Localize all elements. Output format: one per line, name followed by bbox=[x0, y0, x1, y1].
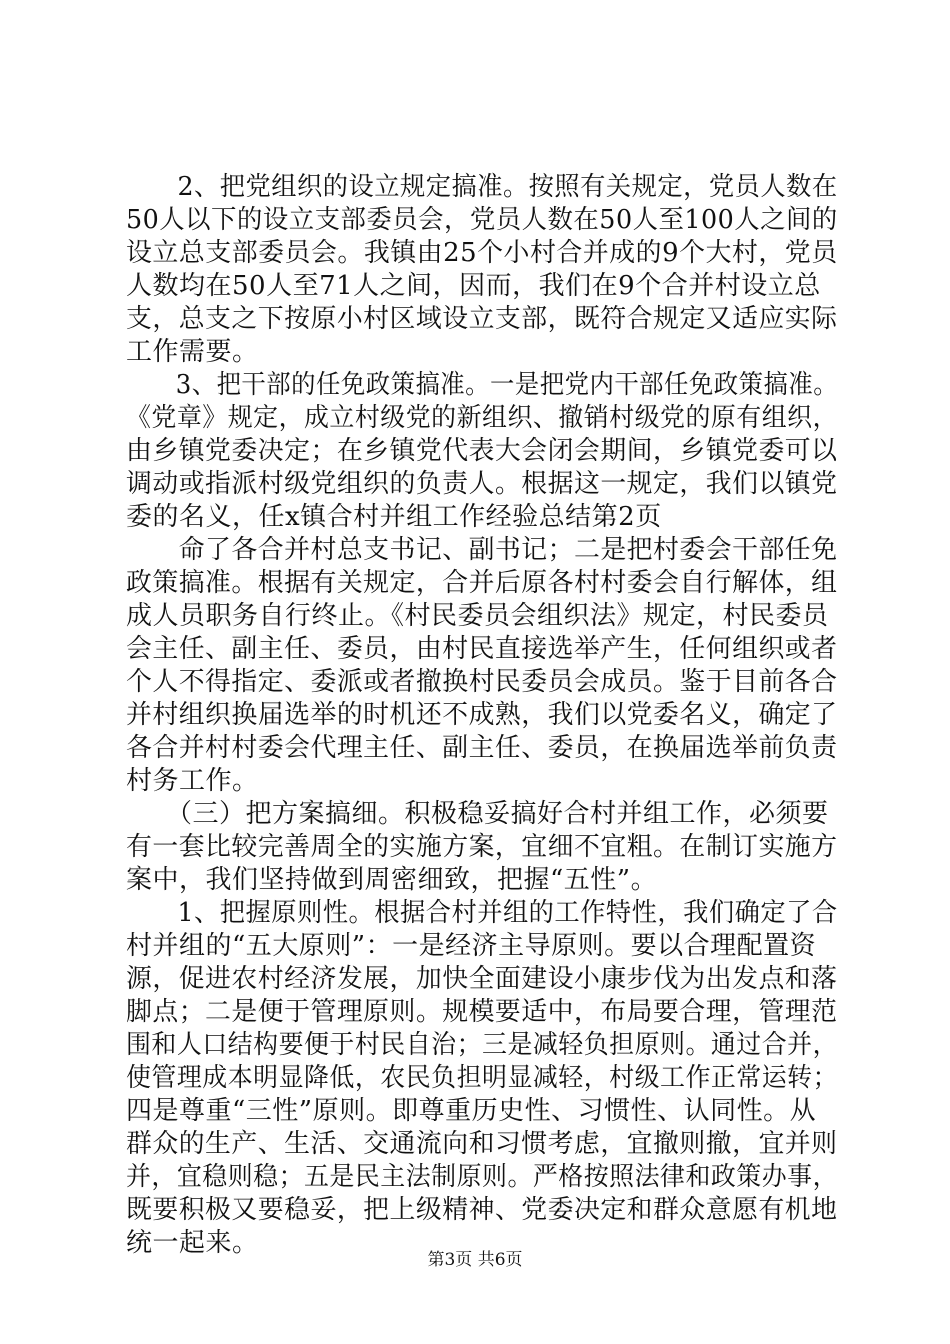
text-line: 会主任、副主任、委员，由村民直接选举产生，任何组织或者 bbox=[126, 634, 838, 664]
text-line: 由乡镇党委决定；在乡镇党代表大会闭会期间，乡镇党委可以 bbox=[126, 436, 838, 466]
text-line: 3、把干部的任免政策搞准。一是把党内干部任免政策搞准。 bbox=[126, 370, 839, 400]
text-line: 村务工作。 bbox=[126, 766, 259, 796]
text-line: 既要积极又要稳妥，把上级精神、党委决定和群众意愿有机地 bbox=[126, 1195, 838, 1225]
text-line: 各合并村村委会代理主任、副主任、委员，在换届选举前负责 bbox=[126, 733, 838, 763]
text-line: 有一套比较完善周全的实施方案，宜细不宜粗。在制订实施方 bbox=[126, 832, 838, 862]
text-line: 围和人口结构要便于村民自治；三是减轻负担原则。通过合并， bbox=[126, 1030, 839, 1060]
text-line: 并，宜稳则稳；五是民主法制原则。严格按照法律和政策办事， bbox=[126, 1162, 839, 1192]
text-line: 调动或指派村级党组织的负责人。根据这一规定，我们以镇党 bbox=[126, 469, 838, 499]
text-line: 支，总支之下按原小村区域设立支部，既符合规定又适应实际 bbox=[126, 304, 838, 334]
text-line: 案中，我们坚持做到周密细致，把握“五性”。 bbox=[126, 865, 658, 895]
text-line: 委的名义，任x镇合村并组工作经验总结第2页 bbox=[126, 502, 662, 532]
text-line: 工作需要。 bbox=[126, 337, 259, 367]
text-line: 村并组的“五大原则”：一是经济主导原则。要以合理配置资 bbox=[126, 931, 817, 961]
text-line: 脚点；二是便于管理原则。规模要适中，布局要合理，管理范 bbox=[126, 997, 838, 1027]
text-line: 统一起来。 bbox=[126, 1228, 259, 1258]
text-line: 命了各合并村总支书记、副书记；二是把村委会干部任免 bbox=[126, 535, 838, 565]
text-line: 使管理成本明显降低，农民负担明显减轻，村级工作正常运转； bbox=[126, 1063, 839, 1093]
text-line: （三）把方案搞细。积极稳妥搞好合村并组工作，必须要 bbox=[126, 799, 829, 829]
text-line: 成人员职务自行终止。《村民委员会组织法》规定，村民委员 bbox=[126, 601, 829, 631]
text-line: 2、把党组织的设立规定搞准。按照有关规定，党员人数在 bbox=[126, 172, 838, 202]
text-line: 1、把握原则性。根据合村并组的工作特性，我们确定了合 bbox=[126, 898, 838, 928]
text-line: 50人以下的设立支部委员会，党员人数在50人至100人之间的 bbox=[126, 205, 838, 235]
text-line: 源，促进农村经济发展，加快全面建设小康步伐为出发点和落 bbox=[126, 964, 838, 994]
text-line: 政策搞准。根据有关规定，合并后原各村村委会自行解体，组 bbox=[126, 568, 838, 598]
text-line: 人数均在50人至71人之间，因而，我们在9个合并村设立总 bbox=[126, 271, 821, 301]
text-line: 群众的生产、生活、交通流向和习惯考虑，宜撤则撤，宜并则 bbox=[126, 1129, 838, 1159]
text-line: 四是尊重“三性”原则。即尊重历史性、习惯性、认同性。从 bbox=[126, 1096, 817, 1126]
page-number-footer: 第3页 共6页 bbox=[427, 1250, 523, 1270]
text-line: 设立总支部委员会。我镇由25个小村合并成的9个大村，党员 bbox=[126, 238, 838, 268]
text-line: 并村组织换届选举的时机还不成熟，我们以党委名义，确定了 bbox=[126, 700, 838, 730]
text-line: 个人不得指定、委派或者撤换村民委员会成员。鉴于目前各合 bbox=[126, 667, 838, 697]
text-line: 《党章》规定，成立村级党的新组织、撤销村级党的原有组织， bbox=[126, 403, 839, 433]
